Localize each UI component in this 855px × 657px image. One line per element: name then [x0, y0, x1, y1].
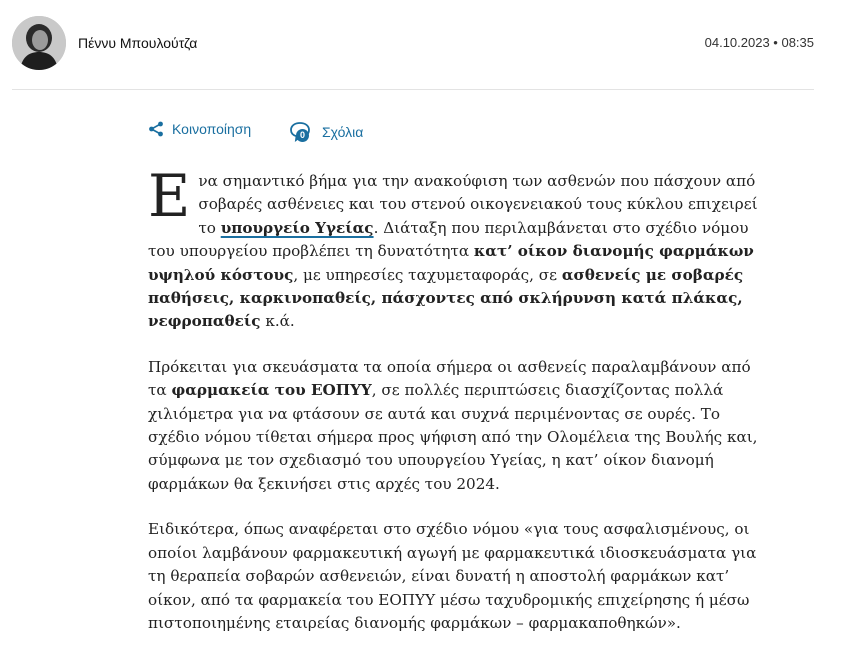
- author-bar: [12, 16, 814, 74]
- dropcap-letter: Ε: [148, 162, 191, 230]
- header-divider: [12, 89, 814, 90]
- share-label: Κοινοποίηση: [172, 121, 252, 137]
- share-button[interactable]: [148, 121, 251, 137]
- comment-bubble-icon: [288, 121, 314, 143]
- bold-text: ασθενείς με σοβαρές παθήσεις, καρκινοπαθείς, πάσχοντες από σκλήρυνση κατά πλάκας, νεφροπαθείς: [148, 265, 744, 331]
- paragraph-text: . Διάταξη που περιλαμβάνεται στο σχέδιο νόμου του υπουργείου προβλέπει τη δυνατότητα: [148, 218, 749, 261]
- article-body: [148, 162, 760, 657]
- paragraph-text: κ.ά.: [260, 312, 295, 331]
- paragraph-text: , σε πολλές περιπτώσεις διασχίζοντας πολλά χιλιόμετρα για να φτάσουν σε αυτά και συχνά περιμένοντας σε ουρές. Το σχέδιο νόμου τίθεται σήμερα προς ψήφιση από την Ολομέλεια της Βουλής και, σύμφωνα με τον σχεδιασμό του υπουργείου Υγείας, η κατ’ οίκον διανομή φαρμάκων θα ξεκινήσει στις αρχές του 2024.: [148, 381, 758, 493]
- comments-label: Σχόλια: [322, 124, 364, 140]
- paragraph-3: [148, 518, 760, 635]
- paragraph-text: , με υπηρεσίες ταχυμεταφοράς, σε: [293, 265, 562, 284]
- comments-button[interactable]: [288, 121, 363, 143]
- comments-count-badge: 0: [296, 129, 309, 142]
- share-icon: [148, 121, 164, 137]
- publish-timestamp: 04.10.2023 • 08:35: [704, 35, 814, 50]
- bold-text: φαρμακεία του ΕΟΠΥΥ: [171, 381, 372, 400]
- author-avatar[interactable]: [12, 16, 66, 70]
- paragraph-2: [148, 356, 760, 496]
- paragraph-text: Ειδικότερα, όπως αναφέρεται στο σχέδιο νόμου «για τους ασφαλισμένους, οι οποίοι λαμβάνουν φαρμακευτική αγωγή με φαρμακευτικά ιδιοσκευάσματα για τη θεραπεία σοβαρών ασθενειών, είναι δυνατή η αποστολή φαρμάκων κατ’ οίκον, από τα φαρμακεία του ΕΟΠΥΥ μέσω ταχυδρομικής επιχείρησης ή μέσω πιστοποιημένης εταιρείας διανομής φαρμάκων – φαρμακαποθηκών».: [148, 520, 757, 632]
- paragraph-text: Πρόκειται για σκευάσματα τα οποία σήμερα οι ασθενείς παραλαμβάνουν από τα: [148, 357, 751, 400]
- author-name[interactable]: Πέννυ Μπουλούτζα: [78, 35, 198, 51]
- bold-text: κατ’ οίκον διανομής φαρμάκων υψηλού κόστους: [148, 242, 754, 284]
- ministry-of-health-link[interactable]: υπουργείο Υγείας: [220, 218, 374, 237]
- paragraph-text: να σημαντικό βήμα για την ανακούφιση των ασθενών που πάσχουν από σοβαρές ασθένειες και του στενού οικογενειακού τους κύκλου επιχειρεί το: [198, 172, 758, 237]
- avatar-photo-icon: [12, 16, 66, 70]
- paragraph-1: [148, 162, 760, 334]
